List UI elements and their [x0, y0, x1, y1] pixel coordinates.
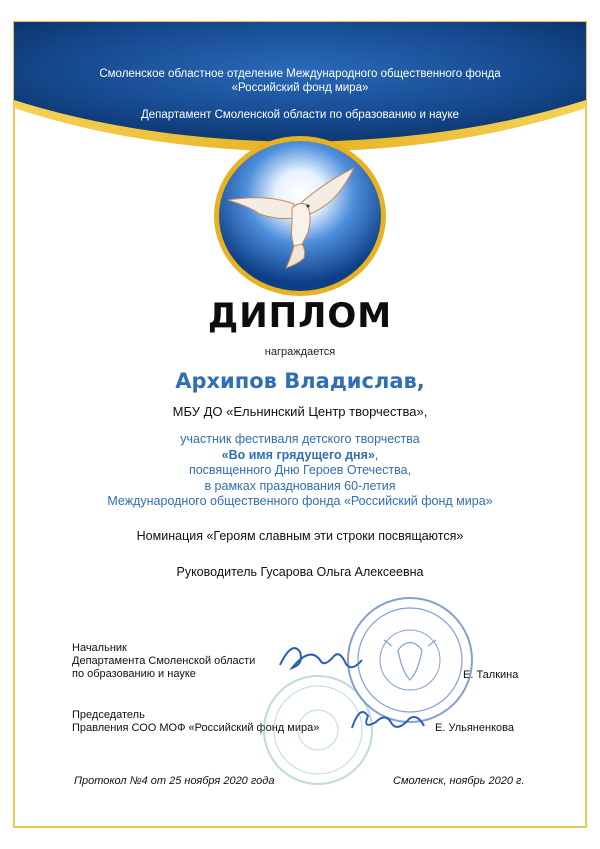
awarded-label: награждается — [264, 346, 336, 358]
participation-line-3: посвященного Дню Героев Отечества, — [188, 463, 412, 477]
festival-name: «Во имя грядущего дня» — [221, 447, 375, 462]
participation-text — [60, 432, 540, 510]
signer-1-title-line: Департамента Смоленской области — [72, 655, 256, 667]
participation-line-5: Международного общественного фонда «Российский фонд мира» — [107, 494, 493, 508]
org-line-1: Смоленское областное отделение Международного общественного фонда — [99, 68, 501, 80]
leader-text: Руководитель Гусарова Ольга Алексеевна — [176, 565, 424, 579]
recipient-name: Архипов Владислав, — [175, 369, 425, 393]
participation-line-4: в рамках празднования 60-летия — [204, 478, 396, 493]
signer-1-title-line: Начальник — [72, 642, 127, 654]
signer-2-title-line: Председатель — [72, 709, 145, 721]
festival-name-suffix: , — [374, 447, 379, 462]
diploma-title: ДИПЛОМ — [207, 296, 393, 336]
place-date-text: Смоленск, ноябрь 2020 г. — [393, 775, 525, 787]
signer-2-title-line: Правления СОО МОФ «Российский фонд мира» — [72, 722, 320, 734]
department-line: Департамент Смоленской области по образованию и науке — [140, 109, 460, 121]
signer-1-title-line: по образованию и науке — [72, 668, 196, 680]
participation-line-2 — [60, 448, 540, 464]
signature-block-1 — [72, 642, 255, 681]
signer-1-name: Е. Талкина — [463, 669, 519, 681]
participation-line-1: участник фестиваля детского творчества — [180, 432, 420, 446]
dove-icon — [208, 134, 392, 298]
org-line-2: «Российский фонд мира» — [231, 82, 369, 94]
school-name: МБУ ДО «Ельнинский Центр творчества», — [172, 404, 428, 419]
signature-block-2 — [72, 709, 319, 735]
signer-2-name: Е. Ульяненкова — [435, 722, 514, 734]
nomination-text: Номинация «Героям славным эти строки посвящаются» — [136, 529, 464, 543]
protocol-text: Протокол №4 от 25 ноября 2020 года — [74, 775, 275, 787]
